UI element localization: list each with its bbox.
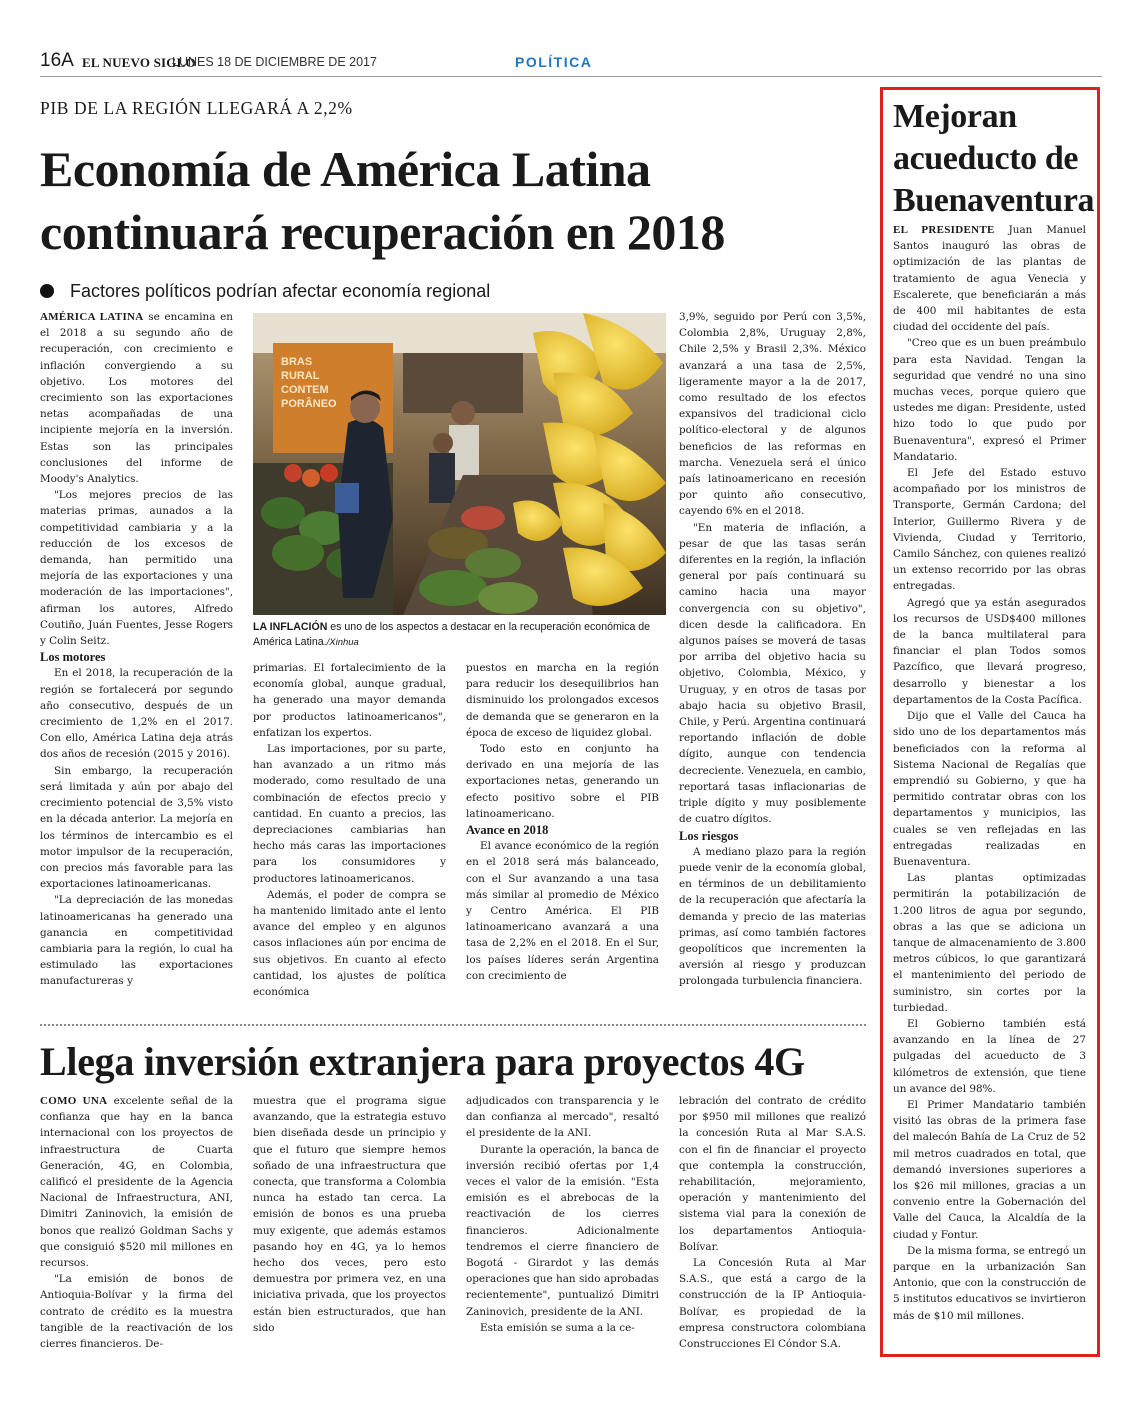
sign-text: RURAL — [281, 370, 320, 382]
paragraph: Dijo que el Valle del Cauca ha sido uno de los departamentos más beneficiados con la reforma al Sistema Nacional de Regalías que emprendió su Gobierno, y que ha permitido contratar obras con los departamentos y municipios, las cuales se ven reflejadas en las entregadas realizadas en Buenaventura. — [893, 710, 1086, 868]
paragraph: muestra que el programa sigue avanzando, que la estrategia estuvo bien diseñada desde un principio y que el futuro que siempre hemos soñado de una infraestructura que conecta, que transforma a Colombia nunca ha estado tan cerca. La emisión de bonos es una prueba muy exigente, que además estamos pasando hoy en 4G, ya lo hemos hecho dos veces, pero esto demuestra por primera vez, en una iniciativa privada, que los proyectos están bien estructurados, que han sido — [253, 1095, 446, 1334]
main-headline-line-1: Economía de América Latina — [40, 141, 651, 197]
lead-in: AMÉRICA LATINA — [40, 311, 144, 323]
main-headline — [40, 138, 870, 264]
paragraph: "La emisión de bonos de Antioquia-Bolívar y la firma del contrato de crédito es la muestra tangible de la reactivación de los cierres financieros. De- — [40, 1273, 233, 1351]
main-headline-line-2: continuará recuperación en 2018 — [40, 204, 725, 260]
paragraph: En el 2018, la recuperación de la región se fortalecerá por segundo año consecutivo, después de un crecimiento de 1,2% en el 2017. Con ello, América Latina deja atrás dos años de recesión (2015 y 2016). — [40, 667, 233, 761]
sidebar-headline — [893, 96, 1093, 222]
second-column-1 — [40, 1093, 233, 1352]
paragraph: "La depreciación de las monedas latinoamericanas ha generado una ganancia en competitividad cambiaria para la región, lo cual ha estimulado las exportaciones manufactureras y — [40, 894, 233, 988]
paragraph: El avance económico de la región en el 2018 será más balanceado, con el Sur avanzando a una tasa más similar al promedio de México y Centro América. El PIB latinoamericano avanzará a una tasa de 2,2% en el 2018. En el Sur, los países líderes serán Argentina con crecimiento de — [466, 840, 659, 982]
second-column-3 — [466, 1093, 659, 1336]
main-subheadline — [40, 281, 490, 302]
paragraph — [40, 309, 233, 487]
paragraph: Las importaciones, por su parte, han avanzado a un ritmo más moderado, como resultado de una combinación de efectos precio y cantidad. En cuanto a precios, las depreciaciones cambiarias han hecho más caras las importaciones para los consumidores y productores latinoamericanos. — [253, 743, 446, 885]
paragraph: De la misma forma, se entregó un parque en la urbanización San Antonio, que con la construcción de 5 institutos educativos se invirtieron más de $10 mil millones. — [893, 1244, 1086, 1322]
paragraph: adjudicados con transparencia y le dan confianza al mercado", resaltó el presidente de la ANI. — [466, 1095, 659, 1140]
paragraph-text: Juan Manuel Santos inauguró las obras de optimización de las plantas de tratamiento de agua Venecia y Escalerete, que beneficiarán a más de 400 mil habitantes de esta ciudad del occidente del país. — [893, 224, 1087, 334]
newspaper-name: EL NUEVO SIGLO — [82, 55, 196, 70]
paragraph: Además, el poder de compra se ha mantenido limitado ante el lento avance del empleo y en algunos casos inflaciones aún por encima de sus objetivos. En cuanto al efecto cantidad, los ajustes de política económica — [253, 888, 446, 999]
second-headline: Llega inversión extranjera para proyectos 4G — [40, 1039, 805, 1084]
paragraph: La Concesión Ruta al Mar S.A.S., que está a cargo de la construcción de la IP Antioquia-Bolívar, es propiedad de la empresa constructora colombiana Construcciones El Cóndor S.A. — [679, 1257, 866, 1351]
caption-lead: LA INFLACIÓN — [253, 621, 328, 633]
story-divider — [40, 1024, 866, 1026]
header-divider — [40, 76, 1102, 77]
paragraph: Esta emisión se suma a la ce- — [480, 1321, 635, 1334]
market-photo-image — [253, 313, 666, 615]
paragraph: "Los mejores precios de las materias primas, aunados a la competitividad cambiaria y a la reducción de los excesos de demanda, han permitido una mejoría de las exportaciones y una moderación de las importaciones", afirman los autores, Alfredo Coutiño, Juán Fuentes, Jesse Rogers y Colin Seitz. — [40, 489, 233, 648]
second-column-4 — [679, 1093, 866, 1352]
paragraph: A mediano plazo para la región puede venir de la economía global, en términos de un debilitamiento de la recuperación que afectaría la demanda y precio de las materias primas, así como también factores geopolíticos que incrementen la aversión al riesgo y produzcan prolongada turbulencia financiera. — [679, 845, 866, 988]
sidebar-body — [893, 222, 1086, 1324]
photo-credit: /Xinhua — [326, 636, 359, 648]
paragraph-text: se encamina en el 2018 a su segundo año de recuperación, con crecimiento e inflación convergiendo a su objetivo. Los motores del crecimiento son las exportaciones netas acompañadas de una incipiente mejoría en la inversión. Estas son las principales conclusiones del informe de Moody's Analytics. — [40, 311, 233, 486]
main-column-4 — [679, 309, 866, 990]
paragraph: Sin embargo, la recuperación será limitada y aún por abajo del crecimiento potencial de 3,5% visto en la década anterior. La mejoría en los términos de intercambio es el motor impulsor de la recuperación, con precios más favorable para las exportaciones latinoamericanas. — [40, 764, 233, 891]
paragraph: primarias. El fortalecimiento de la economía global, aunque gradual, ha generado una mayor demanda por productos latinoamericanos", enfatizan los expertos. — [253, 662, 446, 739]
market-photo — [253, 313, 666, 615]
lead-in: EL PRESIDENTE — [893, 224, 995, 236]
section-name: POLÍTICA — [515, 54, 593, 70]
section-subhead: Los riesgos — [679, 828, 739, 843]
main-subheadline-text: Factores políticos podrían afectar economía regional — [70, 281, 491, 301]
paragraph: Las plantas optimizadas permitirán la potabilización de 1.200 litros de agua por segundo, obras a las que se adiciona un tanque de almacenamiento de 3.800 metros cúbicos, lo que garantizará el mantenimiento del periodo de suministro, sin cortes por la turbiedad. — [893, 872, 1086, 1014]
paragraph: Agregó que ya están asegurados los recursos de USD$400 millones de la banca multilateral para financiar el plan Todos somos Pazcífico, que llevará progreso, desarrollo y bienestar a los departamentos de la Costa Pacífica. — [893, 596, 1086, 706]
paragraph: "En materia de inflación, a pesar de que las tasas serán diferentes en la región, la inflación general por país continuará su camino hacia una mayor convergencia con su objetivo", dicen desde la calificadora. En algunos países se moverá de tasas por arriba del objetivo hacia su objetivo, Colombia, México, y Uruguay, y en otros de tasas por abajo hacia su objetivo Brasil, Chile, y Perú. Argentina continuará reportando inflación de doble dígito, aunque con tendencia decreciente. Venezuela, en cambio, reportará tasas inflacionarias de triple dígito y muy posiblemente de cuatro dígitos. — [679, 521, 866, 826]
main-column-2 — [253, 660, 446, 1000]
paragraph — [40, 1093, 233, 1271]
section-subhead: Avance en 2018 — [466, 823, 549, 838]
paragraph: Todo esto en conjunto ha derivado en una mejoría de las exportaciones netas, generando un efecto positivo sobre el PIB latinoamericano. — [466, 743, 659, 820]
paragraph: El Jefe del Estado estuvo acompañado por los ministros de Transporte, Germán Cardona; del Interior, Guillermo Rivera y de Vivienda, Ciudad y Territorio, Camilo Sánchez, con quienes realizó un extenso recorrido por las obras entregadas. — [893, 467, 1086, 593]
second-column-2 — [253, 1093, 446, 1336]
paragraph: puestos en marcha en la región para reducir los desequilibrios han disminuido los prolongados excesos de demanda que se generaron en la época de exceso de liquidez global. — [466, 662, 659, 739]
paragraph: Durante la operación, la banca de inversión recibió ofertas por 1,4 veces el valor de la emisión. "Esta emisión es el abrebocas de la reactivación de los cierres financieros. Adicionalmente tendremos el cierre financiero de Bogotá - Girardot y las demás operaciones que han sido aprobadas recientemente", puntualizó Dimitri Zaninovich, presidente de la ANI. — [466, 1143, 659, 1318]
paragraph: El Primer Mandatario también visitó las obras de la primera fase del malecón Bahía de La Cruz de 52 mil metros cuadrados en total, que demandó inversiones superiores a los $26 mil millones, gracias a un convenio entre la Gobernación del Valle del Cauca, la Alcaldía de la ciudad y Fontur. — [893, 1098, 1086, 1241]
paragraph: El Gobierno también está avanzando en la línea de 27 pulgadas del acueducto de 3 kilómetros de extensión, que tiene un avance del 98%. — [893, 1017, 1086, 1095]
photo-caption — [253, 620, 666, 650]
lead-in: COMO UNA — [40, 1095, 108, 1107]
main-column-3 — [466, 660, 659, 984]
paragraph — [893, 222, 1086, 335]
paragraph: 3,9%, seguido por Perú con 3,5%, Colombia 2,8%, Uruguay 2,8%, Chile 2,5% y Brasil 2,3%. México avanzará a una tasa de 2,5%, ligeramente mayor a la de 2017, como resultado de los efectos expansivos del tradicional ciclo político-electoral y de algunos beneficios de las reformas en marcha. Venezuela será el único país latinoamericano en recesión por quinto año consecutivo, cayendo 6% en el 2018. — [679, 311, 866, 518]
caption-text: es uno de los aspectos a destacar en la recuperación económica de América Latina. — [253, 621, 651, 648]
page-number: 16A — [40, 50, 74, 71]
paragraph: "Creo que es un buen preámbulo para esta Navidad. Tengan la seguridad que vendré no una sino muchas veces, porque quiero que ustedes me digan: Presidente, usted hizo todo lo que pudo por Buenaventura", expresó el Primer Mandatario. — [893, 337, 1086, 463]
sidebar-headline-line-2: acueducto de — [893, 140, 1079, 177]
main-kicker: PIB DE LA REGIÓN LLEGARÁ A 2,2% — [40, 98, 353, 118]
sign-text: PORÂNEO — [281, 398, 337, 410]
sidebar-headline-line-3: Buenaventura — [893, 182, 1095, 219]
sign-text: CONTEM — [281, 384, 329, 396]
paragraph-text: excelente señal de la confianza que hay en la banca internacional con los proyectos de infraestructura de Cuarta Generación, 4G, en Colombia, calificó el presidente de la Agencia Nacional de Infraestructura, ANI, Dimitri Zaninovich, la emisión de bonos que realizó Goldman Sachs y que consiguió $520 mil millones en recursos. — [40, 1095, 233, 1270]
section-subhead: Los motores — [40, 650, 106, 665]
issue-date: LUNES 18 DE DICIEMBRE DE 2017 — [172, 55, 377, 69]
paragraph: lebración del contrato de crédito por $950 mil millones que realizó la concesión Ruta al Mar S.A.S. con el fin de financiar el proyecto que contempla la construcción, rehabilitación, mejoramiento, operación y mantenimiento del sistema vial para la conexión de los departamentos Antioquia-Bolívar. — [679, 1095, 866, 1253]
sign-text: BRAS — [281, 356, 313, 368]
sidebar-headline-line-1: Mejoran — [893, 98, 1017, 135]
bullet-icon — [40, 284, 54, 298]
main-column-1 — [40, 309, 233, 990]
